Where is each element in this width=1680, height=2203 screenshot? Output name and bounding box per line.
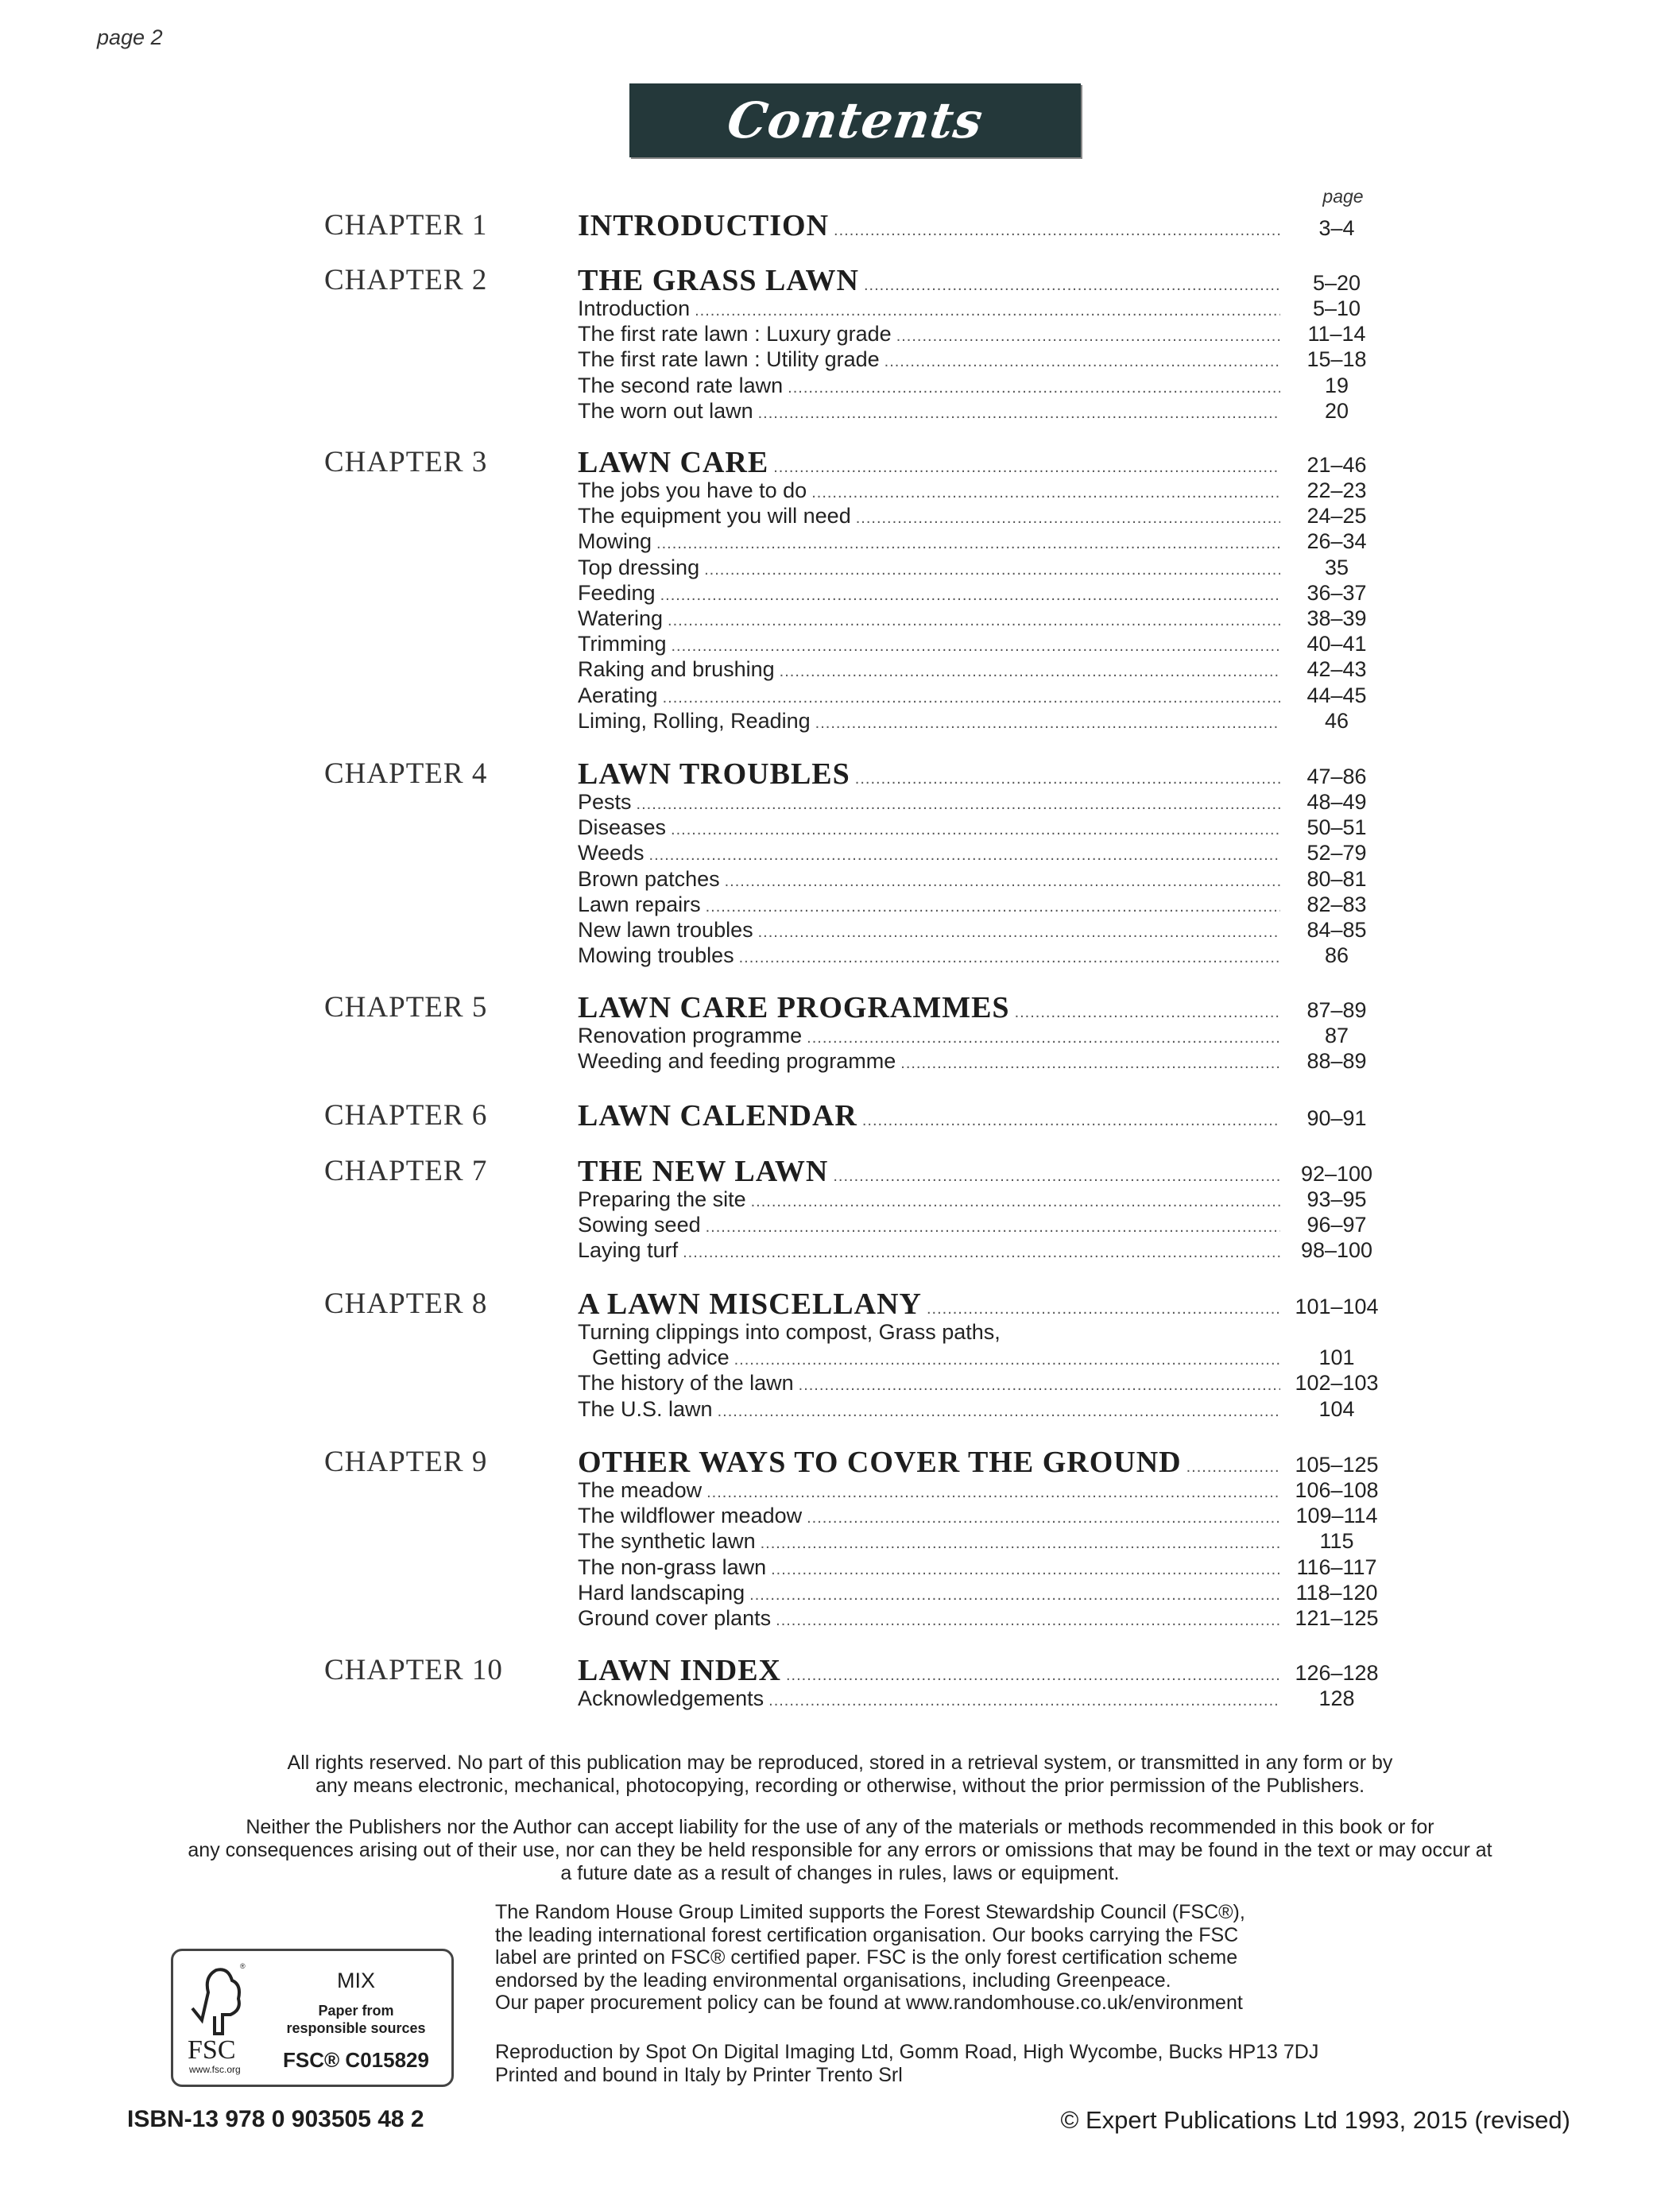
section-title: Hard landscaping	[578, 1580, 745, 1605]
fsc-mix: MIX	[336, 1969, 375, 1992]
fsc-tree-logo-icon	[184, 1961, 248, 2040]
chapter-title: LAWN CARE	[578, 446, 769, 479]
section-title: Introduction	[578, 296, 691, 320]
section-row	[578, 1686, 1388, 1711]
dot-leader	[706, 1218, 1280, 1237]
fsc-logo-word: FSC	[188, 2035, 236, 2065]
chapter-title-row	[578, 1098, 1388, 1133]
dot-leader	[811, 484, 1280, 502]
section-title: The history of the lawn	[578, 1371, 794, 1396]
section-row	[578, 529, 1388, 554]
section-title: Mowing troubles	[578, 943, 734, 968]
dot-leader	[761, 1535, 1280, 1553]
chapter-title-row	[578, 1653, 1388, 1688]
section-pages: 82–83	[1306, 892, 1367, 916]
svg-text:®: ®	[240, 1962, 246, 1970]
section-pages: 96–97	[1306, 1213, 1367, 1237]
section-row	[578, 556, 1388, 580]
section-pages: 52–79	[1306, 841, 1367, 865]
section-title: Feeding	[578, 580, 656, 605]
dot-leader	[900, 1055, 1280, 1073]
chapter-title-row	[578, 1445, 1388, 1480]
dot-leader	[1015, 1004, 1280, 1022]
section-pages: 118–120	[1295, 1580, 1378, 1605]
fsc-label	[171, 1949, 454, 2087]
section-title: Top dressing	[578, 555, 700, 579]
section-title: The equipment you will need	[578, 504, 851, 528]
section-pages: 86	[1324, 943, 1349, 968]
fsc-code: FSC® C015829	[283, 2048, 429, 2072]
dot-leader	[788, 379, 1280, 397]
statement-line: the leading international forest certification organisation. Our books carrying the FSC	[495, 1923, 1239, 1946]
section-row	[578, 1606, 1388, 1631]
section-row	[578, 374, 1388, 398]
section-pages: 88–89	[1306, 1049, 1367, 1074]
dot-leader	[864, 277, 1280, 295]
section-row	[578, 296, 1388, 321]
section-row	[578, 1238, 1388, 1263]
dot-leader	[739, 949, 1280, 967]
dot-leader	[671, 821, 1280, 839]
chapter-title-row	[578, 1287, 1388, 1322]
section-title: The synthetic lawn	[578, 1529, 756, 1554]
chapter-pages: 126–128	[1295, 1661, 1379, 1685]
section-title: The U.S. lawn	[578, 1396, 713, 1421]
dot-leader	[833, 1167, 1280, 1186]
section-row	[578, 347, 1388, 372]
section-pages: 116–117	[1296, 1554, 1377, 1579]
section-title: Ground cover plants	[578, 1606, 772, 1630]
chapter-title-row	[578, 445, 1388, 480]
section-pages: 109–114	[1295, 1504, 1378, 1528]
section-row	[578, 1504, 1388, 1528]
section-title: Weeding and feeding programme	[578, 1049, 896, 1074]
section-title: Mowing	[578, 529, 652, 554]
section-title: The jobs you have to do	[578, 478, 807, 502]
section-pages: 106–108	[1295, 1478, 1379, 1502]
chapter-label: CHAPTER 9	[324, 1446, 488, 1478]
legal-line: All rights reserved. No part of this publication may be reproduced, stored in a retrieval system, or transmitted in any form or by	[287, 1752, 1393, 1774]
section-pages: 84–85	[1306, 918, 1367, 942]
chapter-title: LAWN CALENDAR	[578, 1099, 857, 1132]
section-pages: 42–43	[1306, 657, 1367, 682]
section-pages: 115	[1319, 1529, 1354, 1554]
chapter-title: LAWN CARE PROGRAMMES	[578, 991, 1010, 1024]
contents-title: Contents	[723, 91, 987, 149]
section-row	[578, 606, 1388, 631]
section-pages: 19	[1324, 373, 1349, 397]
section-title: Trimming	[578, 632, 667, 656]
section-pages: 22–23	[1306, 478, 1367, 502]
dot-leader	[718, 1403, 1280, 1421]
liability-notice	[0, 1816, 1680, 1885]
dot-leader	[672, 637, 1281, 656]
section-row	[578, 709, 1388, 734]
section-row	[578, 399, 1388, 424]
section-pages: 5–10	[1312, 296, 1361, 320]
section-pages: 48–49	[1306, 790, 1367, 814]
chapter-label: CHAPTER 10	[324, 1654, 503, 1686]
section-row	[578, 581, 1388, 606]
copyright: © Expert Publications Ltd 1993, 2015 (revised)	[1060, 2106, 1570, 2134]
dot-leader	[725, 873, 1280, 891]
section-title: Preparing the site	[578, 1187, 746, 1211]
chapter-title-row	[578, 990, 1388, 1025]
chapter-label: CHAPTER 5	[324, 991, 488, 1024]
chapter-label: CHAPTER 2	[324, 264, 488, 296]
dot-leader	[855, 770, 1280, 788]
section-title: Liming, Rolling, Reading	[578, 708, 811, 733]
section-row	[578, 867, 1388, 892]
reproduction-credits	[495, 2041, 1318, 2086]
section-row	[578, 322, 1388, 347]
isbn: ISBN-13 978 0 903505 48 2	[127, 2106, 424, 2132]
dot-leader	[799, 1376, 1280, 1395]
section-pages: 101	[1318, 1345, 1355, 1370]
dot-leader	[771, 1561, 1280, 1579]
chapter-label: CHAPTER 6	[324, 1099, 488, 1132]
section-pages: 102–103	[1295, 1371, 1379, 1396]
section-row	[578, 504, 1388, 528]
section-title: Renovation programme	[578, 1024, 803, 1047]
dot-leader	[768, 1692, 1280, 1710]
section-title: Laying turf	[578, 1238, 679, 1263]
chapter-label: CHAPTER 8	[324, 1287, 488, 1320]
section-row	[578, 1478, 1388, 1503]
dot-leader	[704, 561, 1280, 579]
dot-leader	[749, 1586, 1280, 1605]
chapter-title: INTRODUCTION	[578, 209, 830, 242]
chapter-pages: 47–86	[1306, 765, 1367, 788]
section-title: The meadow	[578, 1478, 703, 1502]
statement-line: Our paper procurement policy can be found at www.randomhouse.co.uk/environment	[495, 1992, 1243, 2014]
section-row	[578, 1187, 1388, 1212]
chapter-title: THE GRASS LAWN	[578, 264, 859, 297]
section-row	[578, 918, 1388, 943]
chapter-pages: 5–20	[1312, 271, 1361, 295]
section-row	[578, 841, 1388, 865]
chapter-title-row	[578, 757, 1388, 792]
section-row	[578, 657, 1388, 682]
statement-line: The Random House Group Limited supports the Forest Stewardship Council (FSC®),	[495, 1901, 1245, 1923]
legal-line: any consequences arising out of their use, nor can they be held responsible for any errors or omissions that may be found in the text or may occur at	[188, 1839, 1492, 1861]
credit-line: Printed and bound in Italy by Printer Trento Srl	[495, 2063, 903, 2086]
section-pages: 11–14	[1307, 322, 1366, 347]
section-row	[578, 943, 1388, 968]
fsc-statement	[495, 1901, 1245, 2015]
chapter-pages: 21–46	[1306, 453, 1367, 477]
section-pages: 121–125	[1295, 1606, 1379, 1630]
dot-leader	[885, 353, 1280, 371]
fsc-logo-url: www.fsc.org	[189, 2064, 241, 2075]
section-title: Getting advice	[592, 1345, 730, 1370]
chapter-title: OTHER WAYS TO COVER THE GROUND	[578, 1446, 1182, 1479]
section-pages: 35	[1324, 555, 1349, 579]
section-title: The first rate lawn : Luxury grade	[578, 322, 892, 347]
section-row	[578, 478, 1388, 503]
dot-leader	[776, 1612, 1280, 1630]
chapter-pages: 92–100	[1300, 1162, 1373, 1186]
section-pages: 98–100	[1300, 1238, 1373, 1263]
dot-leader	[660, 587, 1280, 605]
dot-leader	[862, 1112, 1280, 1130]
legal-line: any means electronic, mechanical, photocopying, recording or otherwise, without the prior permission of the Publishers.	[315, 1775, 1365, 1797]
section-title: The wildflower meadow	[578, 1504, 803, 1528]
chapter-label: CHAPTER 7	[324, 1155, 488, 1187]
section-row	[578, 1049, 1388, 1074]
chapter-title-row	[578, 263, 1388, 298]
section-row	[578, 1320, 1388, 1345]
chapter-title: LAWN TROUBLES	[578, 757, 850, 791]
dot-leader	[656, 535, 1280, 553]
dot-leader	[758, 405, 1280, 423]
section-pages: 38–39	[1306, 606, 1367, 630]
section-title: Lawn repairs	[578, 892, 701, 916]
section-pages: 128	[1318, 1686, 1355, 1710]
dot-leader	[834, 222, 1280, 240]
section-row	[578, 1213, 1388, 1237]
section-row	[578, 892, 1388, 917]
fsc-paper-from	[269, 2002, 443, 2037]
section-title: The non-grass lawn	[578, 1554, 767, 1579]
section-title: New lawn troubles	[578, 918, 753, 942]
dot-leader	[896, 327, 1280, 346]
section-title: Aerating	[578, 683, 658, 707]
dot-leader	[927, 1300, 1280, 1318]
section-title: Turning clippings into compost, Grass paths,	[578, 1320, 1001, 1344]
rights-notice	[0, 1752, 1680, 1798]
dot-leader	[780, 663, 1280, 681]
dot-leader	[649, 846, 1280, 865]
section-title: Weeds	[578, 841, 645, 865]
section-title: Acknowledgements	[578, 1686, 765, 1710]
dot-leader	[773, 459, 1280, 477]
section-title: The second rate lawn	[578, 373, 784, 397]
dot-leader	[1186, 1458, 1280, 1477]
fsc-paper-line: responsible sources	[286, 2020, 426, 2036]
chapter-label: CHAPTER 3	[324, 446, 488, 478]
dot-leader	[734, 1351, 1280, 1369]
dot-leader	[683, 1244, 1280, 1262]
section-row	[578, 1024, 1388, 1048]
section-pages: 46	[1324, 708, 1349, 733]
section-title: The first rate lawn : Utility grade	[578, 347, 880, 372]
dot-leader	[706, 898, 1280, 916]
section-pages: 87	[1324, 1024, 1349, 1047]
chapter-pages: 105–125	[1295, 1453, 1379, 1477]
statement-line: endorsed by the leading environmental organisations, including Greenpeace.	[495, 1969, 1171, 1992]
section-pages: 93–95	[1306, 1187, 1367, 1211]
fsc-paper-line: Paper from	[318, 2003, 394, 2019]
chapter-title: A LAWN MISCELLANY	[578, 1287, 922, 1321]
section-title: Watering	[578, 606, 664, 630]
section-row	[578, 815, 1388, 840]
dot-leader	[695, 302, 1280, 320]
section-title: Raking and brushing	[578, 657, 775, 682]
section-title: Pests	[578, 790, 632, 814]
chapter-title: LAWN INDEX	[578, 1654, 781, 1687]
dot-leader	[815, 714, 1280, 733]
section-pages: 80–81	[1306, 866, 1367, 891]
page-number: page 2	[97, 25, 163, 49]
section-row	[578, 790, 1388, 815]
dot-leader	[758, 923, 1280, 942]
chapter-label: CHAPTER 4	[324, 757, 488, 790]
dot-leader	[668, 612, 1280, 630]
credit-line: Reproduction by Spot On Digital Imaging Ltd, Gomm Road, High Wycombe, Bucks HP13 7DJ	[495, 2041, 1319, 2063]
section-pages: 44–45	[1306, 683, 1367, 707]
chapter-title-row	[578, 1154, 1388, 1189]
dot-leader	[856, 509, 1280, 528]
section-pages: 15–18	[1306, 347, 1367, 372]
statement-line: label are printed on FSC® certified paper. FSC is the only forest certification scheme	[495, 1946, 1238, 1969]
section-pages: 26–34	[1306, 529, 1367, 554]
chapter-label: CHAPTER 1	[324, 209, 488, 242]
section-row	[578, 1581, 1388, 1605]
section-title: Sowing seed	[578, 1213, 701, 1237]
legal-line: a future date as a result of changes in rules, laws or equipment.	[560, 1862, 1120, 1884]
section-row	[578, 683, 1388, 708]
dot-leader	[706, 1484, 1280, 1502]
section-row	[578, 1397, 1388, 1422]
dot-leader	[637, 796, 1280, 814]
section-row	[578, 1371, 1388, 1396]
section-pages: 36–37	[1306, 580, 1367, 605]
chapter-pages: 87–89	[1306, 998, 1367, 1022]
section-pages: 40–41	[1306, 632, 1367, 656]
legal-line: Neither the Publishers nor the Author can accept liability for the use of any of the materials or methods recommended in this book or for	[246, 1816, 1434, 1838]
dot-leader	[807, 1029, 1280, 1047]
dot-leader	[663, 689, 1280, 707]
chapter-pages: 3–4	[1318, 216, 1355, 240]
page-column-label: page	[1322, 186, 1364, 207]
section-pages: 50–51	[1306, 815, 1367, 840]
dot-leader	[807, 1509, 1280, 1527]
contents-banner	[629, 83, 1081, 157]
section-pages: 104	[1318, 1396, 1355, 1421]
dot-leader	[751, 1193, 1280, 1211]
section-title: The worn out lawn	[578, 398, 753, 423]
section-title: Diseases	[578, 815, 667, 840]
chapter-title-row	[578, 208, 1388, 243]
section-pages: 24–25	[1306, 504, 1367, 528]
section-row	[578, 632, 1388, 656]
section-pages: 20	[1324, 398, 1349, 423]
section-row	[578, 1345, 1388, 1370]
section-row	[578, 1529, 1388, 1554]
chapter-pages: 101–104	[1295, 1295, 1379, 1318]
section-title: Brown patches	[578, 866, 720, 891]
chapter-title: THE NEW LAWN	[578, 1155, 829, 1188]
dot-leader	[786, 1667, 1280, 1685]
section-row	[578, 1555, 1388, 1580]
chapter-pages: 90–91	[1306, 1106, 1367, 1130]
